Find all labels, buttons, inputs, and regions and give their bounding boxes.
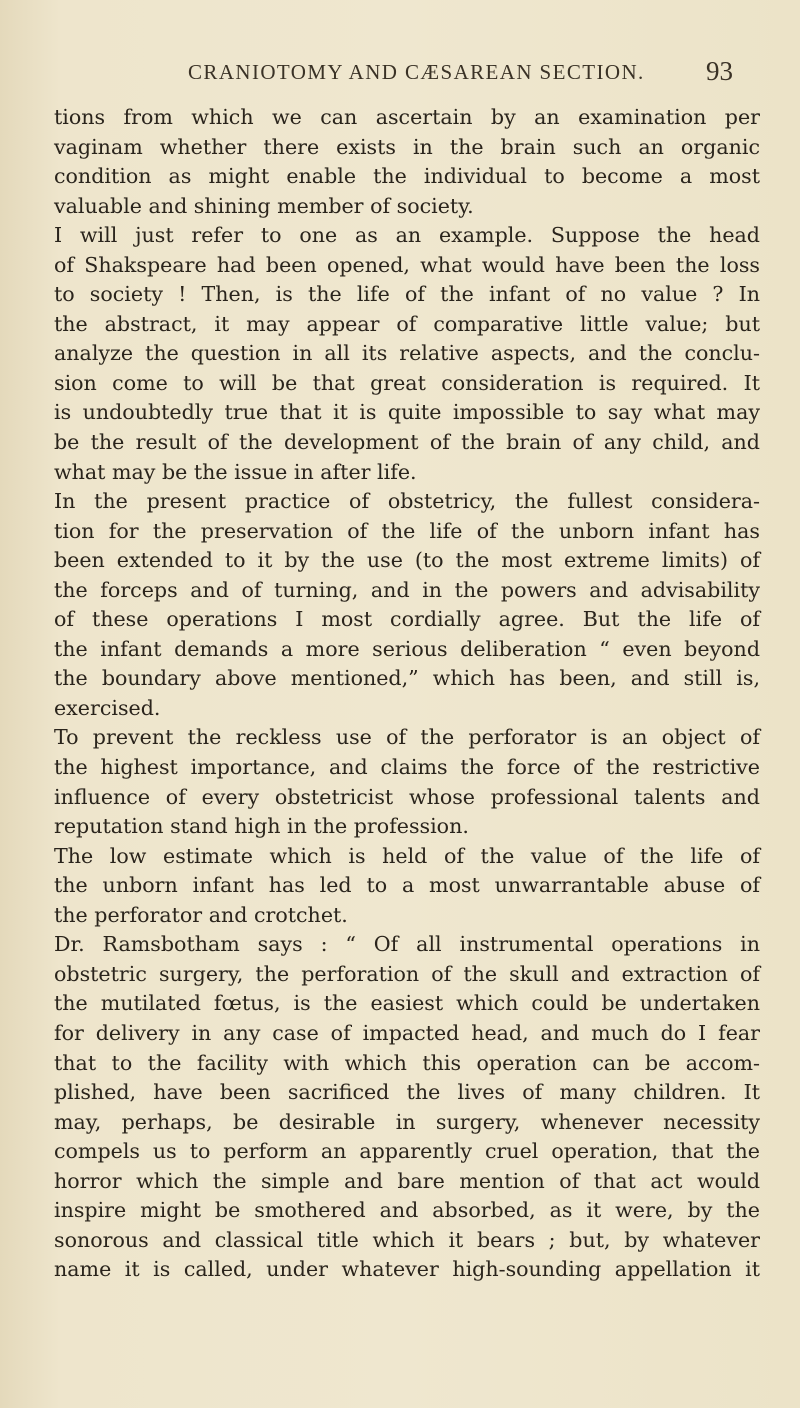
text-line: the highest importance, and claims the force of the restrictive <box>54 755 760 780</box>
text-line: compels us to perform an apparently cruel operation, that the <box>54 1139 760 1164</box>
text-line: vaginam whether there exists in the brain such an organic <box>54 134 760 159</box>
text-line: condition as might enable the individual to become a most <box>54 164 760 189</box>
text-line: Dr. Ramsbotham says : “ Of all instrumental operations in <box>54 932 760 957</box>
text-line: that to the facility with which this operation can be accom- <box>54 1050 760 1075</box>
running-title: CRANIOTOMY AND CÆSAREAN SECTION. <box>188 60 645 84</box>
text-line: is undoubtedly true that it is quite impossible to say what may <box>54 400 760 425</box>
text-line: the unborn infant has led to a most unwarrantable abuse of <box>54 873 760 898</box>
body-text <box>54 103 760 1285</box>
text-line: analyze the question in all its relative aspects, and the conclu- <box>54 341 760 366</box>
text-line: tion for the preservation of the life of the unborn infant has <box>54 518 760 543</box>
text-line: to society ! Then, is the life of the infant of no value ? In <box>54 282 760 307</box>
text-line: inspire might be smothered and absorbed, as it were, by the <box>54 1198 760 1223</box>
text-line: horror which the simple and bare mention of that act would <box>54 1168 760 1193</box>
text-line: name it is called, under whatever high-sounding appellation it <box>54 1257 760 1282</box>
text-line: sonorous and classical title which it bears ; but, by whatever <box>54 1227 760 1252</box>
text-line: may, perhaps, be desirable in surgery, whenever necessity <box>54 1109 760 1134</box>
text-line: To prevent the reckless use of the perforator is an object of <box>54 725 760 750</box>
text-line: of these operations I most cordially agree. But the life of <box>54 607 760 632</box>
text-line: the perforator and crotchet. <box>54 902 348 927</box>
text-line: exercised. <box>54 695 161 720</box>
text-line: obstetric surgery, the perforation of the skull and extraction of <box>54 961 760 986</box>
text-line: the mutilated fœtus, is the easiest which could be undertaken <box>54 991 760 1016</box>
text-line: valuable and shining member of society. <box>54 193 474 218</box>
text-line: tions from which we can ascertain by an examination per <box>54 105 760 129</box>
text-line: the abstract, it may appear of comparative little value; but <box>54 311 760 336</box>
text-line: sion come to will be that great consideration is required. It <box>54 370 760 395</box>
text-line: the infant demands a more serious deliberation “ even beyond <box>54 636 760 661</box>
text-line: the forceps and of turning, and in the powers and advisability <box>54 577 760 602</box>
text-line: for delivery in any case of impacted head, and much do I fear <box>54 1020 760 1045</box>
text-line: of Shakspeare had been opened, what would have been the loss <box>54 252 760 277</box>
text-line: plished, have been sacrificed the lives of many children. It <box>54 1080 760 1105</box>
text-line: the boundary above mentioned,” which has been, and still is, <box>54 666 760 691</box>
text-line: what may be the issue in after life. <box>54 459 417 484</box>
text-line: In the present practice of obstetricy, the fullest considera- <box>54 489 760 514</box>
text-line: I will just refer to one as an example. Suppose the head <box>54 223 760 248</box>
page-number: 93 <box>706 56 733 86</box>
text-line: reputation stand high in the profession. <box>54 814 469 839</box>
text-line: been extended to it by the use (to the most extreme limits) of <box>54 548 760 573</box>
text-line: be the result of the development of the brain of any child, and <box>54 430 760 455</box>
text-line: influence of every obstetricist whose professional talents and <box>54 784 760 809</box>
text-line: The low estimate which is held of the value of the life of <box>54 843 760 868</box>
